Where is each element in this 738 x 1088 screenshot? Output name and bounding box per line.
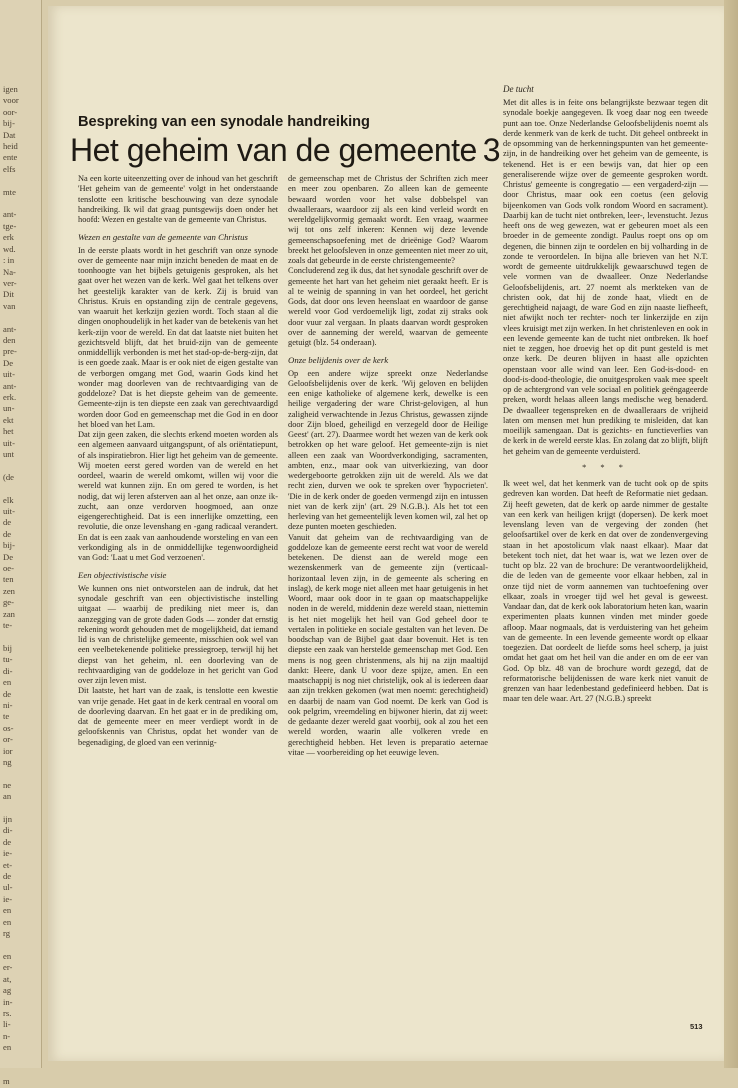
edge-fragment: elfs bbox=[3, 163, 16, 174]
edge-fragment: unt bbox=[3, 449, 14, 459]
edge-fragment: ant- bbox=[3, 323, 17, 334]
subheading: Onze belijdenis over de kerk bbox=[288, 355, 389, 366]
edge-fragment: zen bbox=[3, 585, 15, 596]
paragraph: Ik weet wel, dat het kenmerk van de tucht ook op de spits gedreven kan worden. Dat heeft de Reformatie niet gedaan. Zij heeft geweten, dat de kerk op aarde nimmer de gestalte van een kerk van heiligen krijgt (dopersen). De kerk moet levenslang leven van de vergeving der zonden (het geloofsartikel over de kerk en dat over de zondenvergeving staan in het apostolicum vlak naast elkaar). Maar dat betekent toch niet, dat het waar is, wat we lezen over de tucht op blz. 22 van de brochure: De verantwoordelijkheid, die de leden van de gemeente voor elkaar hebben, zal in onze tijd niet de vorm aannemen van tuchtoefening over elkaar, zoals in vroeger tijd wel het geval is geweest. Vandaar dan, dat de kerk ook laboratorium heten kan, waarin experimenten plaats kunnen vinden met minder goede afloop. Maar nogmaals, dat is verduistering van het geheim van de gemeente. In een levende gemeente wordt op elkaar toegezien. Dat oordeelt de liefde soms heel scherp, ja juist omdat het gaat om het heil van die ander en om de eer van God. Op blz. 48 van de brochure wordt gezegd, dat de reformatorische belijdenissen de ware kerk niet vanuit de grenzen van haar ledenbestand gedefinieerd hebben. Dat is maar ten dele waar. Art. 27 (N.G.B.) spreekt bbox=[503, 479, 708, 704]
edge-fragment: ne bbox=[3, 779, 12, 790]
edge-fragment: ant- bbox=[3, 209, 17, 220]
edge-fragment: uit- bbox=[3, 437, 15, 448]
edge-fragment: (de bbox=[3, 471, 14, 482]
paragraph: In de eerste plaats wordt in het geschrift van onze synode over de gemeente naar mijn inzicht beneden de maat en de toonhoogte van het bijbels getuigenis gesproken, als het gaat over het wezen van de kerk. Wel gaat het telkens over het geestelijk karakter van de kerk. Zij is bruid van Christus. Kruis en opstanding zijn de centrale gegevens, van waaruit het kerkzijn gezien wordt. Toch staan al die dingen onophoudelijk in het kader van de betekenis van het kerk-zijn voor de wereld. En dat dat laatste niet buiten het gezichtsveld blijft, dat het bruid-zijn van de gemeente onmiddellijk verbonden is met het stad-op-de-berg-zijn, dat is een goede zaak. Maar is er ook niet de eigen gestalte van de verborgen omgang met God, waarin Gods kind het wonder mag doorleven van de rechtvaardiging van de goddeloze? Dat is het diepste geheim van de gemeente. Gemeente-zijn is ten diepste een zaak van gerechtvaardigd worden door God en gemeenschap met die God in en door het bloed van het Lam. bbox=[78, 245, 278, 429]
edge-fragment: uit- bbox=[3, 369, 15, 380]
edge-fragment: Dat bbox=[3, 129, 16, 140]
edge-fragment bbox=[0, 632, 41, 643]
edge-fragment: igen bbox=[3, 84, 18, 94]
page-stack-edge bbox=[724, 0, 738, 1068]
edge-fragment: de bbox=[3, 517, 12, 528]
edge-fragment: n- bbox=[3, 1030, 11, 1041]
edge-fragment: li- bbox=[3, 1019, 11, 1030]
paragraph: Met dit alles is in feite ons belangrijkste bezwaar tegen dit synodale boekje aangegeven. Ik voeg daar nog een tweede punt aan toe. Onze Nederlandse Geloofsbelijdenis noemt als derde kenmerk van de kerk de tucht. Dit geheel ontbreekt in de opsomming van de herkenningspunten van het gemeente-zijn, in de handreiking over het geheim van de gemeente, is tekenend. Het is er een bewijs van, dat hier op een generaliserende wijze over de gemeente gesproken wordt. Christus' gemeente is congregatio — een vergaderd-zijn — door Christus, maar ook een coetus (een gelovig bijeenkomen van Gods volk rondom Woord en sacrament). Daarbij kan de tucht niet ontbreken, leer-, levenstucht. Jezus heeft ons de weg gewezen, wat er gebeuren moet als een broeder in de gemeente zondigt. Paulus roept ons op om degenen, die binnen zijn te oordelen en bij volharding in de zonde te veroordelen. In bijna alle brieven van het N.T. wordt de gemeente uitdrukkelijk gewaarschuwd tegen de vele vormen van de dwaalleer. Onze Nederlandse Geloofsbelijdenis, art. 27 noemt als merkteken van de christen ook, dat hij de zonde haat, vliedt en de gerechtigheid najaagt, de ware God en zijn naaste liefheeft, niet afwijkt noch ter rechter- noch ter linkerzijde en zijn vlees kruisigt met zijn werken. In het christenleven en ook in een levende gemeente kan de tucht niet ontbreken. Ik hoef niet te zeggen, hoe droevig het op dit punt gesteld is met onze kerk. De deuren blijven in haast alle opzichten openstaan voor alle wind van leer. Een God-is-dood- en dood-is-dood-theologie, die onuitgesproken vaak mee speelt op de achtergrond van vele sociaal en politiek geëngageerde preken, wordt helaas alleen langs medische weg benaderd. De dwaalleer tegenspreken en de dwaalleraars de vrijheid laten om mensen met hun prediking te misleiden, dat kan moeilijk samengaan. Dat is gezichts- en functieverlies van de kerk in de wereld eerste klas. En zolang dat zo blijft, blijft het geheim van de gemeente verduisterd. bbox=[503, 98, 708, 456]
edge-fragment: te bbox=[3, 711, 10, 722]
edge-fragment: rs. bbox=[3, 1007, 12, 1018]
edge-fragment bbox=[0, 1065, 41, 1076]
edge-fragment bbox=[0, 198, 41, 209]
edge-fragment: voor bbox=[3, 95, 19, 106]
edge-fragment: en bbox=[3, 677, 12, 688]
edge-fragment: rg bbox=[3, 928, 11, 939]
edge-fragment: de bbox=[3, 688, 12, 699]
edge-fragment: te- bbox=[3, 620, 13, 631]
edge-fragment: ul- bbox=[3, 882, 13, 893]
edge-fragment: os- bbox=[3, 722, 14, 733]
edge-fragment: ge- bbox=[3, 597, 14, 608]
edge-fragment: ten bbox=[3, 574, 14, 585]
paragraph: Vanuit dat geheim van de rechtvaardiging van de goddeloze kan de gemeente eerst recht wat voor de wereld betekenen. De dienst aan de wereld moge een wezenskenmerk van de gemeente zijn (verticaal-horizontaal leven zijn, in de gemeente als schering en inslag), de kerk moge niet alleen met haar getuigenis in het Woord, maar ook door in te gaan op maatschappelijke noden in de wereld, middenin deze wereld staan, niettemin is het niet mogelijk het heil van God geheel door te vertalen in politieke en sociale gestalten van het leven. De boodschap van de Bijbel gaat daar bovenuit. Het is ten diepste een zaak van herstelde gemeenschap met God. Een mens is nog geen christenmens, als hij na zijn maaltijd dankt: Heere, dank U voor deze spijze, amen. En een maatschappij is nog niet christelijk, ook al is iedereen daar aan zijn trekken gekomen (wat men noemt: gerechtigheid) en daarbij de naam van God noemt. De kerk van God is ook pelgrim, vreemdeling en bijwoner hierin, dat zij weet: de gedaante dezer wereld gaat voorbij, ook al zou het een wereld worden, waarin alle volkeren vrede en gerechtigheid hebben. Het leven is preparatio aeternae vitae — voorbereiding op het eeuwige leven. bbox=[288, 532, 488, 757]
subheading: Een objectivistische visie bbox=[78, 570, 167, 581]
edge-fragment: di- bbox=[3, 665, 13, 676]
subheading: Wezen en gestalte van de gemeente van Christus bbox=[78, 232, 248, 243]
edge-fragment: ie- bbox=[3, 848, 13, 859]
edge-fragment: an bbox=[3, 791, 12, 802]
edge-fragment bbox=[0, 483, 41, 494]
edge-fragment: erk bbox=[3, 232, 14, 243]
edge-fragment: ni- bbox=[3, 699, 13, 710]
edge-fragment: de bbox=[3, 836, 12, 847]
edge-fragment: uit- bbox=[3, 506, 15, 517]
edge-fragment: Na- bbox=[3, 266, 16, 277]
column-1 bbox=[78, 174, 278, 1016]
edge-fragment: en bbox=[3, 905, 12, 916]
column-2 bbox=[288, 174, 488, 1016]
edge-fragment: de bbox=[3, 528, 12, 539]
edge-fragment: oor- bbox=[3, 106, 18, 117]
edge-fragment: et- bbox=[3, 859, 13, 870]
edge-fragment: di- bbox=[3, 825, 13, 836]
edge-fragment: er- bbox=[3, 962, 13, 973]
edge-fragment: bij- bbox=[3, 540, 15, 551]
headline-text: Het geheim van de gemeente bbox=[70, 132, 477, 168]
edge-fragment: zan bbox=[3, 608, 15, 619]
series-number: 3 bbox=[482, 132, 500, 168]
section-separator: * * * bbox=[582, 462, 629, 472]
edge-fragment: at, bbox=[3, 973, 12, 984]
edge-fragment: or- bbox=[3, 734, 13, 745]
edge-fragment: ior bbox=[3, 745, 13, 756]
edge-fragment: mte bbox=[3, 186, 16, 197]
column-3 bbox=[503, 98, 708, 1016]
edge-fragment: Dit bbox=[3, 289, 14, 300]
edge-fragment bbox=[0, 939, 41, 950]
edge-fragment: : in bbox=[3, 255, 15, 266]
paragraph: Dat zijn geen zaken, die slechts erkend moeten worden als een algemeen aanvaard uitgangspunt, of als oriëntatiepunt, of als inspiratiebron. Hier ligt het geheim van de gemeente. Wij moeten eerst gered worden van de wereld en het oordeel, waarin de wereld omkomt, willen wij voor die wereld wat kunnen zijn. En om gered te worden, is het nodig, dat wij leren afsterven aan al het onze, aan onze ik-zucht, aan onze verdorven hoogmoed, aan onze eigengerechtigheid. Dat is een innerlijke omzetting, een revolutie, die onze levenshang en -gang radicaal verandert. En dat is een zaak van aanhoudende worsteling en van een verkondiging als in de onmiddellijke tegenwoordigheid van God: 'Laat u met God verzoenen'. bbox=[78, 430, 278, 563]
paragraph: Op een andere wijze spreekt onze Nederlandse Geloofsbelijdenis over de kerk. 'Wij geloven en belijden een enige katholieke of algemene kerk, dewelke is een heilige vergadering der ware Christ-gelovigen, al hun zaligheid verwachtende in Jezus Christus, gewassen zijnde door Zijn bloed, geheiligd en verzegeld door de Heilige Geest' (art. 27). Daarmee wordt het wezen van de kerk ook betrokken op het ware geloof. Het gemeente-zijn is niet alleen een zaak van Woordverkondiging, sacramenten, ambten, enz., maar ook van uitverkiezing, van door wedergeboorte getrokken zijn uit de wereld. Als we dat recht zien, durven we ook te spreken over 'hypocrieten'. 'Die in de kerk onder de goeden vermengd zijn en intussen niet van de kerk zijn' (art. 29 N.G.B.). Als het tot een herleving van het gemeentelijk leven komen wil, zal het op deze punten moeten geschieden. bbox=[288, 368, 488, 532]
edge-fragment: ng bbox=[3, 756, 12, 767]
edge-fragment: oe- bbox=[3, 563, 14, 574]
edge-fragment: en bbox=[3, 916, 12, 927]
edge-fragment: in- bbox=[3, 996, 13, 1007]
article-kicker: Bespreking van een synodale handreiking bbox=[78, 114, 370, 130]
edge-fragment bbox=[0, 1054, 41, 1065]
edge-fragment: ag bbox=[3, 985, 12, 996]
edge-fragment bbox=[0, 768, 41, 779]
page-number: 513 bbox=[690, 1022, 703, 1031]
edge-fragment: erk. bbox=[3, 391, 17, 402]
paragraph: de gemeenschap met de Christus der Schriften zich meer en meer zou openbaren. Zo alleen kan de gemeente bewaard worden voor het valse dobbelspel van dwaalleraars, waardoor zij als een kind verleid wordt en wereldgelijkvormig gemaakt wordt. Een vraag, waarmee wij tot ons zelf inkeren: Kennen wij deze levende gemeenschapsoefening met de drieënige God? Waarom breekt het geloofsleven in onze gemeenten niet meer zo uit, zoals dat gebeurde in de eerste christengemeente? bbox=[288, 174, 488, 265]
article-headline bbox=[70, 130, 500, 170]
edge-fragment: De bbox=[3, 551, 14, 562]
edge-fragment: ente bbox=[3, 152, 18, 163]
paragraph: We kunnen ons niet ontworstelen aan de indruk, dat het synodale geschrift van een objectivistische instelling uitgaat — waarbij de prediking niet meer is, dan aanzegging van de grote daden Gods — zonder dat ernstig rekening wordt gehouden met de mogelijkheid, dat iemand lid is van de christelijke gemeente, misschien ook wel van een veelbetekenende politieke pressiegroep, terwijl hij het diepst van het geheim, nl. een doorleving van de rechtvaardiging van de goddeloze in het gericht van God over zijn leven mist. bbox=[78, 583, 278, 686]
edge-fragment bbox=[0, 175, 41, 186]
edge-fragment: bij bbox=[3, 642, 13, 653]
paragraph: Concluderend zeg ik dus, dat het synodale geschrift over de gemeente het hart van het geheim niet geraakt heeft. Er is al te weinig de spanning in van het oordeel, het gericht Gods, dat door ons leven heenslaat en waardoor de ganse wereld voor God verdoemelijk ligt, zodat zij straks ook door vuur zal vergaan. In plaats daarvan wordt gesproken over de aanneming der wereld, waarvan de gemeente getuigt (blz. 54 onderaan). bbox=[288, 266, 489, 347]
edge-fragment: ver- bbox=[3, 277, 17, 288]
edge-fragment: en bbox=[3, 950, 12, 961]
edge-fragment: ijn bbox=[3, 814, 13, 824]
previous-page-edge bbox=[0, 0, 42, 1087]
edge-fragment: de bbox=[3, 871, 12, 882]
edge-fragment: heid bbox=[3, 141, 18, 152]
edge-fragment: un- bbox=[3, 403, 15, 414]
edge-fragment: tu- bbox=[3, 654, 13, 665]
edge-fragment: den bbox=[3, 334, 16, 345]
edge-fragment: het bbox=[3, 426, 14, 437]
edge-fragment: m bbox=[3, 1076, 10, 1087]
edge-fragment: ant- bbox=[3, 380, 17, 391]
edge-fragment: van bbox=[3, 300, 16, 311]
edge-fragment: pre- bbox=[3, 346, 17, 357]
paragraph: Dit laatste, het hart van de zaak, is tenslotte een kwestie van vrije genade. Het gaat in de kerk centraal en vooral om de doorleving daarvan. En het gaat er in de prediking om, dat de gemeente meer en meer verdiept wordt in de geloofskennis van Christus, opdat het wonder van de begenadiging, de gloed van een verinnig- bbox=[78, 686, 278, 747]
edge-fragment: ie- bbox=[3, 893, 13, 904]
edge-fragment: ekt bbox=[3, 414, 14, 425]
edge-fragment: tge- bbox=[3, 220, 17, 231]
edge-fragment: De bbox=[3, 357, 14, 368]
edge-fragment: en bbox=[3, 1042, 12, 1053]
section-tag: De tucht bbox=[503, 84, 534, 94]
edge-fragment: elk bbox=[3, 494, 14, 505]
edge-fragment bbox=[0, 460, 41, 471]
paragraph: Na een korte uiteenzetting over de inhoud van het geschrift 'Het geheim van de gemeente' volgt in het onderstaande tenslotte een kritische beschouwing van deze synodale handreiking. Ik wil dat graag puntsgewijs doen onder het hoofd: Wezen en gestalte van de gemeente van Christus. bbox=[78, 174, 278, 224]
edge-fragment: wd. bbox=[3, 243, 16, 254]
edge-fragment bbox=[0, 803, 41, 814]
edge-fragment bbox=[0, 312, 41, 323]
edge-fragment: bij- bbox=[3, 118, 15, 129]
